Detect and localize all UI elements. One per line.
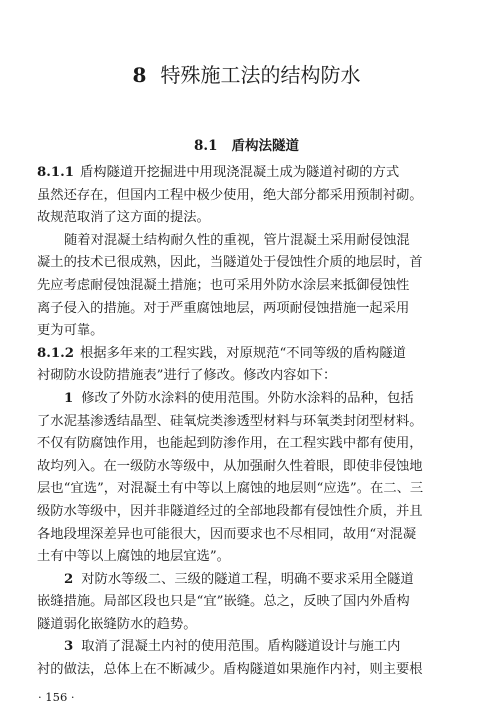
chapter-number: 8 bbox=[132, 63, 147, 87]
text-line bbox=[37, 298, 467, 321]
text-line bbox=[37, 343, 467, 366]
clause-number: 8.1.2 bbox=[37, 345, 75, 361]
section-number: 8.1 bbox=[194, 138, 218, 154]
line-text: 修改了外防水涂料的使用范围。外防水涂料的品种，包括 bbox=[81, 390, 414, 406]
text-line bbox=[37, 569, 467, 592]
line-text: 离子侵入的措施。对于严重腐蚀地层，两项耐侵蚀措施一起采用 bbox=[37, 300, 410, 316]
text-line bbox=[37, 433, 467, 456]
line-text: 了水泥基渗透结晶型、硅氧烷类渗透型材料与环氧类封闭型材料。 bbox=[37, 413, 423, 429]
line-text: 取消了混凝土内衬的使用范围。盾构隧道设计与施工内 bbox=[81, 639, 401, 655]
text-line bbox=[37, 456, 467, 479]
line-text: 故均列入。在一级防水等级中，从加强耐久性着眼，即使非侵蚀地 bbox=[37, 458, 423, 474]
page-number: · 156 · bbox=[38, 690, 75, 704]
chapter-title bbox=[0, 62, 493, 88]
text-line bbox=[37, 185, 467, 208]
text-line bbox=[37, 614, 467, 637]
body-text bbox=[37, 162, 467, 682]
line-text: 隧道弱化嵌缝防水的趋势。 bbox=[37, 616, 197, 632]
section-title-text: 盾构法隧道 bbox=[231, 138, 299, 154]
text-line bbox=[37, 636, 467, 659]
text-line bbox=[37, 365, 467, 388]
line-text: 嵌缝措施。局部区段也只是“宜”嵌缝。总之，反映了国内外盾构 bbox=[37, 594, 410, 610]
line-text: 随着对混凝土结构耐久性的重视，管片混凝土采用耐侵蚀混 bbox=[64, 232, 410, 248]
text-line bbox=[37, 411, 467, 434]
text-line bbox=[37, 320, 467, 343]
text-line bbox=[37, 207, 467, 230]
line-text: 对防水等级二、三级的隧道工程，明确不要求采用全隧道 bbox=[81, 571, 414, 587]
section-title bbox=[0, 137, 493, 155]
text-line bbox=[37, 501, 467, 524]
text-line bbox=[37, 524, 467, 547]
text-line bbox=[37, 388, 467, 411]
text-line bbox=[37, 252, 467, 275]
text-line bbox=[37, 659, 467, 682]
line-text: 不仅有防腐蚀作用，也能起到防渗作用，在工程实践中都有使用， bbox=[37, 436, 423, 452]
line-text: 衬的做法，总体上在不断减少。盾构隧道如果施作内衬，则主要根 bbox=[37, 662, 423, 678]
item-number: 2 bbox=[64, 571, 74, 587]
line-text: 级防水等级中，因并非隧道经过的全部地段都有侵蚀性介质，并且 bbox=[37, 503, 423, 519]
line-text: 层也“宜选”，对混凝土有中等以上腐蚀的地层则“应选”。在二、三 bbox=[37, 481, 424, 497]
line-text: 虽然还存在，但国内工程中极少使用，绝大部分都采用预制衬砌。 bbox=[37, 187, 423, 203]
line-text: 先应考虑耐侵蚀混凝土措施；也可采用外防水涂层来抵御侵蚀性 bbox=[37, 277, 410, 293]
line-text: 根据多年来的工程实践，对原规范“不同等级的盾构隧道 bbox=[80, 345, 406, 361]
line-text: 故规范取消了这方面的提法。 bbox=[37, 210, 210, 226]
chapter-title-text: 特殊施工法的结构防水 bbox=[160, 63, 361, 87]
text-line bbox=[37, 478, 467, 501]
line-text: 凝土的技术已很成熟，因此，当隧道处于侵蚀性介质的地层时，首 bbox=[37, 255, 423, 271]
clause-number: 8.1.1 bbox=[37, 165, 75, 180]
line-text: 各地段埋深差异也可能很大，因而要求也不尽相同，故用“对混凝 bbox=[37, 526, 417, 542]
item-number: 1 bbox=[64, 390, 74, 406]
text-line bbox=[37, 275, 467, 298]
line-text: 盾构隧道开挖掘进中用现浇混凝土成为隧道衬砌的方式 bbox=[80, 165, 400, 180]
line-text: 土有中等以上腐蚀的地层宜选”。 bbox=[37, 549, 230, 565]
line-text: 衬砌防水设防措施表”进行了修改。修改内容如下： bbox=[37, 368, 337, 384]
text-line bbox=[37, 546, 467, 569]
item-number: 3 bbox=[64, 639, 74, 655]
text-line bbox=[37, 162, 467, 185]
text-line bbox=[37, 230, 467, 253]
line-text: 更为可靠。 bbox=[37, 323, 104, 339]
text-line bbox=[37, 591, 467, 614]
